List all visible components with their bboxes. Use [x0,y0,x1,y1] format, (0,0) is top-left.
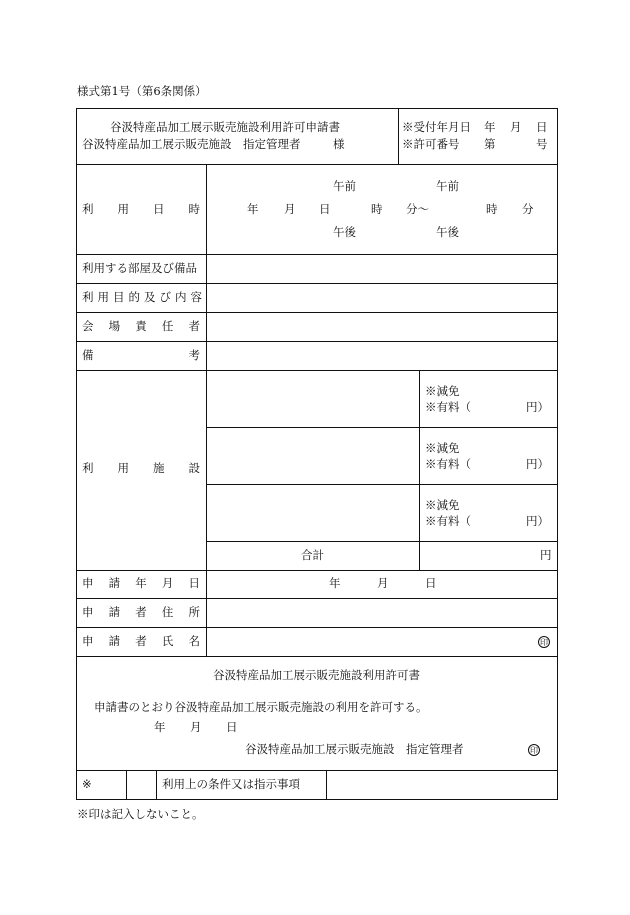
purpose-label: 利 用 目 的 及 び 内 容 [82,290,202,304]
permit-day: 日 [226,720,238,734]
fee-exempt-1: ※減免 [425,384,460,398]
rule [398,108,399,164]
permit-month: 月 [190,720,202,734]
rule [76,627,558,628]
application-month: 月 [377,576,389,590]
usage-day: 日 [319,202,331,216]
permit-seal-mark: 印 [530,746,538,755]
conditions-label: 利用上の条件又は指示事項 [162,777,300,791]
fee-yen-1: 円） [526,400,549,414]
remarks-label: 備 考 [82,348,200,362]
total-label: 合計 [301,548,324,562]
usage-year: 年 [247,202,259,216]
rule [126,770,127,800]
permit-number-label: ※許可番号 [402,137,460,151]
permit-issuer: 谷汲特産品加工展示販売施設 指定管理者 [245,742,464,756]
rule [76,570,558,571]
facilities-label: 利 用 施 設 [82,461,200,475]
rule [76,254,558,255]
fee-paid-2: ※有料（ [425,457,471,471]
usage-hour-start: 時 [371,202,383,216]
permit-dai: 第 [484,137,496,151]
permit-title: 谷汲特産品加工展示販売施設利用許可書 [213,668,420,682]
form-number: 様式第1号（第6条関係） [77,84,207,98]
rule [76,341,558,342]
fee-exempt-3: ※減免 [425,498,460,512]
permit-body: 申請書のとおり谷汲特産品加工展示販売施設の利用を許可する。 [94,700,428,714]
rule [76,770,558,771]
receipt-month: 月 [510,120,522,134]
applicant-name-label: 申 請 者 氏 名 [82,634,200,648]
permit-go: 号 [536,137,548,151]
applicant-address-label: 申 請 者 住 所 [82,605,200,619]
rule [206,484,558,485]
am-label-start: 午前 [333,179,356,193]
rule [156,770,157,800]
applicant-seal-mark: 印 [540,638,548,647]
rule [419,370,420,570]
footer-mark: ※ [82,777,92,791]
rule [76,656,558,657]
rooms-equipment-label: 利用する部屋及び備品 [82,261,197,275]
fee-paid-3: ※有料（ [425,514,471,528]
addressee: 谷汲特産品加工展示販売施設 指定管理者 [82,137,301,151]
application-date-label: 申 請 年 月 日 [82,576,200,590]
rule [206,541,558,542]
receipt-date-label: ※受付年月日 [402,120,471,134]
receipt-year: 年 [484,120,496,134]
fee-paid-1: ※有料（ [425,400,471,414]
receipt-day: 日 [536,120,548,134]
rule [326,770,327,800]
usage-minute-end: 分 [522,202,534,216]
venue-manager-label: 会 場 責 任 者 [82,319,200,333]
note: ※印は記入しないこと。 [77,807,204,821]
rule [76,164,558,165]
application-year: 年 [329,576,341,590]
rule [76,312,558,313]
fee-yen-3: 円） [526,514,549,528]
rule [206,164,207,656]
permit-year: 年 [154,720,166,734]
rule [206,427,558,428]
am-label-end: 午前 [436,179,459,193]
rule [76,283,558,284]
fee-yen-2: 円） [526,457,549,471]
rule [76,598,558,599]
addressee-sama: 様 [333,137,345,151]
usage-month: 月 [284,202,296,216]
pm-label-start: 午後 [333,225,356,239]
usage-minute-start: 分〜 [406,202,429,216]
usage-datetime-label: 利 用 日 時 [82,202,200,216]
rule [76,370,558,371]
usage-hour-end: 時 [486,202,498,216]
application-title: 谷汲特産品加工展示販売施設利用許可申請書 [110,120,340,134]
fee-exempt-2: ※減免 [425,441,460,455]
total-yen: 円 [540,548,552,562]
application-day: 日 [425,576,437,590]
pm-label-end: 午後 [436,225,459,239]
